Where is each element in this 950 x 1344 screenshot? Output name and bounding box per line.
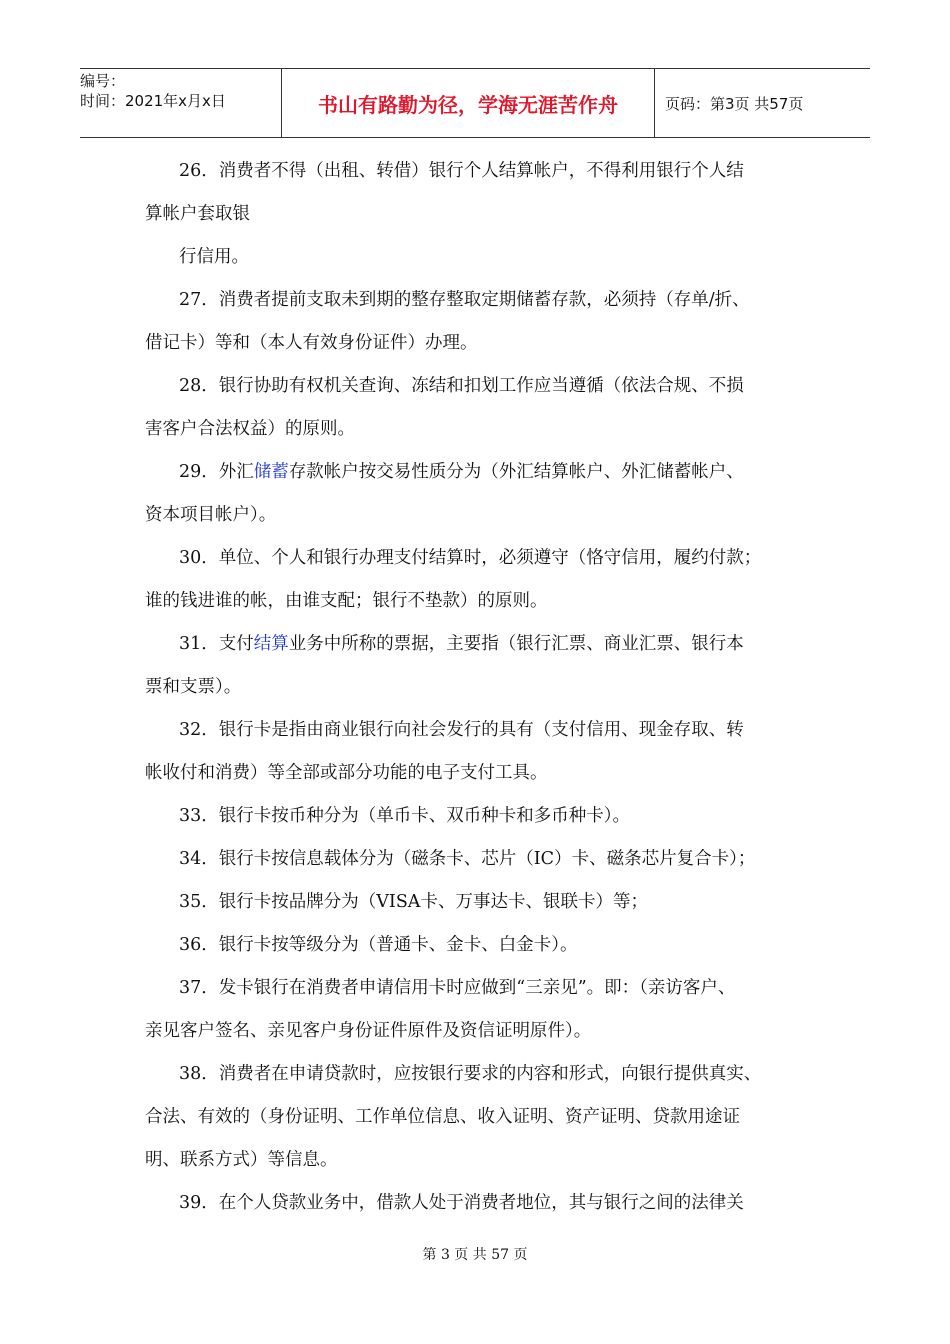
header-page-info: 页码：第3页 共57页 (665, 94, 804, 113)
text-line: 28．银行协助有权机关查询、冻结和扣划工作应当遵循（依法合规、不损 (179, 376, 744, 396)
text-line: 算帐户套取银 (145, 204, 250, 224)
hyperlink[interactable]: 储蓄 (253, 462, 289, 482)
text-line: 32．银行卡是指由商业银行向社会发行的具有（支付信用、现金存取、转 (179, 720, 744, 740)
text-line: 害客户合法权益）的原则。 (145, 419, 355, 439)
time-label: 时间：2021年x月x日 (80, 92, 226, 110)
header-meta (80, 69, 282, 137)
text-line: 26．消费者不得（出租、转借）银行个人结算帐户，不得利用银行个人结 (179, 161, 744, 181)
text-line: 谁的钱进谁的帐，由谁支配；银行不垫款）的原则。 (145, 591, 548, 611)
text-line: 38．消费者在申请贷款时，应按银行要求的内容和形式，向银行提供真实、 (179, 1064, 762, 1084)
text-line: 资本项目帐户）。 (145, 505, 277, 525)
text-line: 33．银行卡按币种分为（单币卡、双币种卡和多币种卡）。 (179, 806, 631, 826)
text-line (145, 623, 805, 666)
text-line: 36．银行卡按等级分为（普通卡、金卡、白金卡）。 (179, 935, 578, 955)
code-label: 编号： (80, 72, 126, 90)
document-body (145, 150, 805, 1225)
text-segment: 业务中所称的票据，主要指（银行汇票、商业汇票、银行本 (288, 634, 744, 654)
text-line: 27．消费者提前支取未到期的整存整取定期储蓄存款，必须持（存单/折、 (179, 290, 750, 310)
page-footer: 第 3 页 共 57 页 (422, 1247, 528, 1263)
text-segment: 31．支付 (179, 634, 254, 654)
text-segment: 29．外汇 (179, 462, 254, 482)
text-line: 亲见客户签名、亲见客户身份证件原件及资信证明原件）。 (145, 1021, 592, 1041)
text-line: 30．单位、个人和银行办理支付结算时，必须遵守（恪守信用，履约付款； (179, 548, 762, 568)
text-segment: 存款帐户按交易性质分为（外汇结算帐户、外汇储蓄帐户、 (288, 462, 744, 482)
page-header (80, 68, 870, 138)
text-line: 明、联系方式）等信息。 (145, 1150, 338, 1170)
text-line: 行信用。 (179, 247, 249, 267)
text-line: 37．发卡银行在消费者申请信用卡时应做到“三亲见”。即：（亲访客户、 (179, 978, 736, 998)
text-line: 34．银行卡按信息载体分为（磁条卡、芯片（IC）卡、磁条芯片复合卡）； (179, 849, 756, 869)
text-line: 39．在个人贷款业务中，借款人处于消费者地位，其与银行之间的法律关 (179, 1193, 744, 1213)
header-motto: 书山有路勤为径，学海无涯苦作舟 (282, 69, 655, 137)
hyperlink[interactable]: 结算 (253, 634, 289, 654)
text-line: 票和支票）。 (145, 677, 242, 697)
text-line: 借记卡）等和（本人有效身份证件）办理。 (145, 333, 478, 353)
text-line: 合法、有效的（身份证明、工作单位信息、收入证明、资产证明、贷款用途证 (145, 1107, 740, 1127)
text-line (145, 451, 805, 494)
text-line: 帐收付和消费）等全部或部分功能的电子支付工具。 (145, 763, 548, 783)
text-line: 35．银行卡按品牌分为（VISA卡、万事达卡、银联卡）等； (179, 892, 648, 912)
